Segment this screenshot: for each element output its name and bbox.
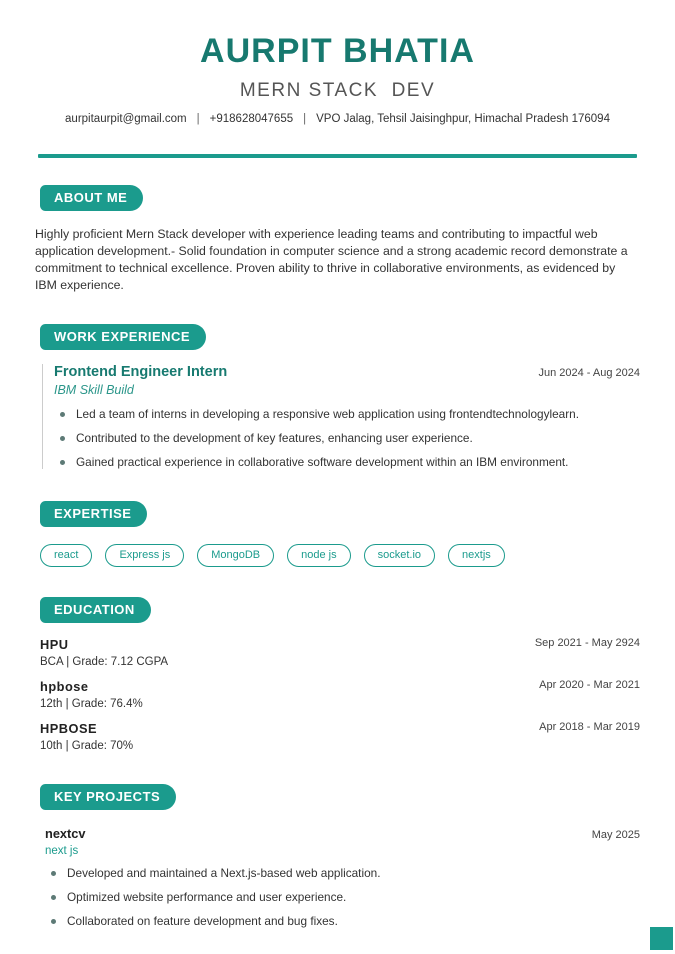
- section-heading-expertise: EXPERTISE: [40, 501, 147, 527]
- project-title: nextcv: [45, 826, 86, 841]
- work-entry-company: IBM Skill Build: [54, 383, 134, 397]
- project-entry: [45, 826, 640, 928]
- work-bullet-list: [54, 407, 640, 469]
- section-heading-key-projects: KEY PROJECTS: [40, 784, 176, 810]
- section-work-experience: [35, 324, 640, 469]
- project-bullet: Collaborated on feature development and bug fixes.: [45, 914, 640, 928]
- education-entry-main: [40, 637, 168, 668]
- about-paragraph: Highly proficient Mern Stack developer with experience leading teams and contributing to impactful web application development.- Solid foundation in computer science and a strong academic record demonstrate a commitment to technical excellence. Proven ability to thrive in collaborative environments, as evidenced by IBM experience.: [35, 227, 628, 292]
- contact-line: [35, 113, 640, 125]
- work-entry-dates: Jun 2024 - Aug 2024: [538, 367, 640, 379]
- section-expertise: [35, 501, 640, 567]
- education-dates: Apr 2020 - Mar 2021: [539, 679, 640, 691]
- skill-chip: node js: [287, 544, 350, 567]
- contact-email: aurpitaurpit@gmail.com: [65, 113, 187, 125]
- section-education: [35, 597, 640, 752]
- education-entry: [40, 637, 640, 668]
- education-detail: 10th | Grade: 70%: [40, 740, 134, 752]
- skill-chip: react: [40, 544, 92, 567]
- work-bullet: Contributed to the development of key features, enhancing user experience.: [54, 431, 640, 445]
- work-entry-title: Frontend Engineer Intern: [54, 364, 228, 380]
- education-entry-main: [40, 721, 133, 752]
- project-entry-header: [45, 826, 640, 841]
- education-school: HPBOSE: [40, 721, 98, 736]
- contact-phone: +918628047655: [209, 113, 294, 125]
- section-heading-about: ABOUT ME: [40, 185, 143, 211]
- skill-chip: MongoDB: [197, 544, 274, 567]
- work-entry: [42, 364, 640, 469]
- project-bullet: Optimized website performance and user experience.: [45, 890, 640, 904]
- corner-accent-square: [650, 927, 673, 950]
- section-heading-work-experience: WORK EXPERIENCE: [40, 324, 206, 350]
- section-about: [35, 185, 640, 294]
- education-list: [35, 637, 640, 752]
- header-divider: [38, 154, 637, 158]
- person-name: AURPIT BHATIA: [200, 32, 475, 70]
- contact-address: VPO Jalag, Tehsil Jaisinghpur, Himachal Pradesh 176094: [316, 113, 610, 125]
- education-detail: BCA | Grade: 7.12 CGPA: [40, 656, 169, 668]
- project-bullet: Developed and maintained a Next.js-based web application.: [45, 866, 640, 880]
- education-entry: [40, 679, 640, 710]
- section-heading-education: EDUCATION: [40, 597, 151, 623]
- skill-chip: nextjs: [448, 544, 505, 567]
- resume-header: [35, 0, 640, 125]
- work-bullet: Led a team of interns in developing a responsive web application using frontendtechnologylearn.: [54, 407, 640, 421]
- skill-chip: Express js: [105, 544, 184, 567]
- work-entry-header: [54, 364, 640, 380]
- education-entry-main: [40, 679, 143, 710]
- person-job-title: MERN STACK DEV: [239, 80, 436, 101]
- education-school: HPU: [40, 637, 69, 652]
- work-bullet: Gained practical experience in collaborative software development within an IBM environment.: [54, 455, 640, 469]
- contact-separator: |: [196, 113, 200, 125]
- skill-chip-list: [40, 544, 640, 567]
- project-bullet-list: [45, 866, 640, 928]
- education-dates: Sep 2021 - May 2924: [534, 637, 640, 649]
- education-dates: Apr 2018 - Mar 2019: [539, 721, 640, 733]
- project-tech-stack: next js: [45, 845, 79, 857]
- education-entry: [40, 721, 640, 752]
- contact-separator: |: [303, 113, 307, 125]
- education-detail: 12th | Grade: 76.4%: [40, 698, 143, 710]
- section-key-projects: [35, 784, 640, 928]
- skill-chip: socket.io: [364, 544, 435, 567]
- project-dates: May 2025: [591, 829, 640, 841]
- education-school: hpbose: [40, 679, 89, 694]
